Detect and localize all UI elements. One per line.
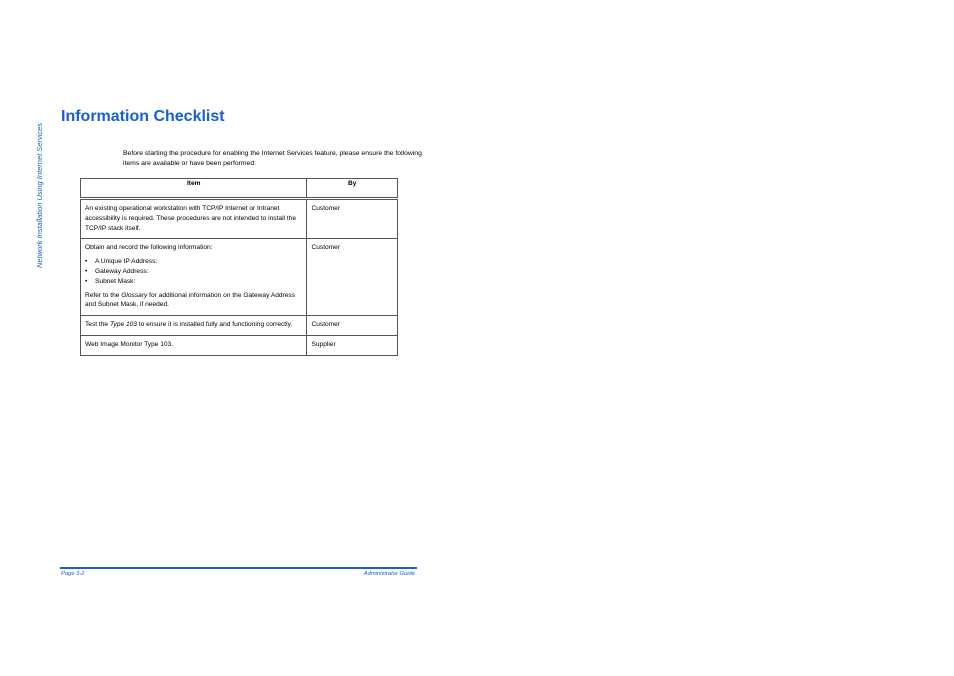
row-4-by: Supplier [307,335,398,355]
footer-divider [60,567,417,569]
row-4-item: Web Image Monitor Type 103. [81,335,307,355]
table-row [81,335,398,355]
bullet-ip-address: • A Unique IP Address: [85,257,302,267]
glossary-reference: Glossary [121,291,148,299]
row-2-by: Customer [307,239,398,316]
note-text-pre: Refer to the [85,291,122,299]
header-item: Item [81,179,307,199]
row-3-text-post: to ensure it is installed fully and functioning correctly. [136,321,293,329]
header-by: By [307,179,398,199]
row-3-text-pre: Test the [85,321,110,329]
row-1-by: Customer [307,199,398,239]
row-2-intro: Obtain and record the following information: [85,244,213,252]
row-3-by: Customer [307,316,398,336]
row-2-note [85,291,302,311]
bullet-subnet-mask: • Subnet Mask: [85,277,302,287]
table-row [81,316,398,336]
table-row [81,239,398,316]
intro-paragraph: Before starting the procedure for enabling the Internet Services feature, please ensure the following items are available or have been performed: [123,150,422,167]
info-bullet-list [85,257,302,286]
note-text-post: for additional information on the Gateway Address and Subnet Mask, if needed. [85,291,296,309]
type-103-reference: Type 103 [109,321,137,329]
footer-guide-title: Administrator Guide [363,571,415,577]
bullet-gateway-address: • Gateway Address: [85,267,302,277]
side-section-label: Network Installation Using Internet Services [35,122,44,268]
checklist-table [80,178,398,356]
row-2-item [81,239,307,316]
table-row [81,199,398,239]
row-3-item [81,316,307,336]
table-header-row [81,179,398,199]
row-1-item: An existing operational workstation with TCP/IP Internet or Intranet accessibility is required. These procedures are not intended to install the TCP/IP stack itself. [81,199,307,239]
footer-page-number: Page 3-2 [61,571,85,577]
page-title: Information Checklist [61,108,225,125]
